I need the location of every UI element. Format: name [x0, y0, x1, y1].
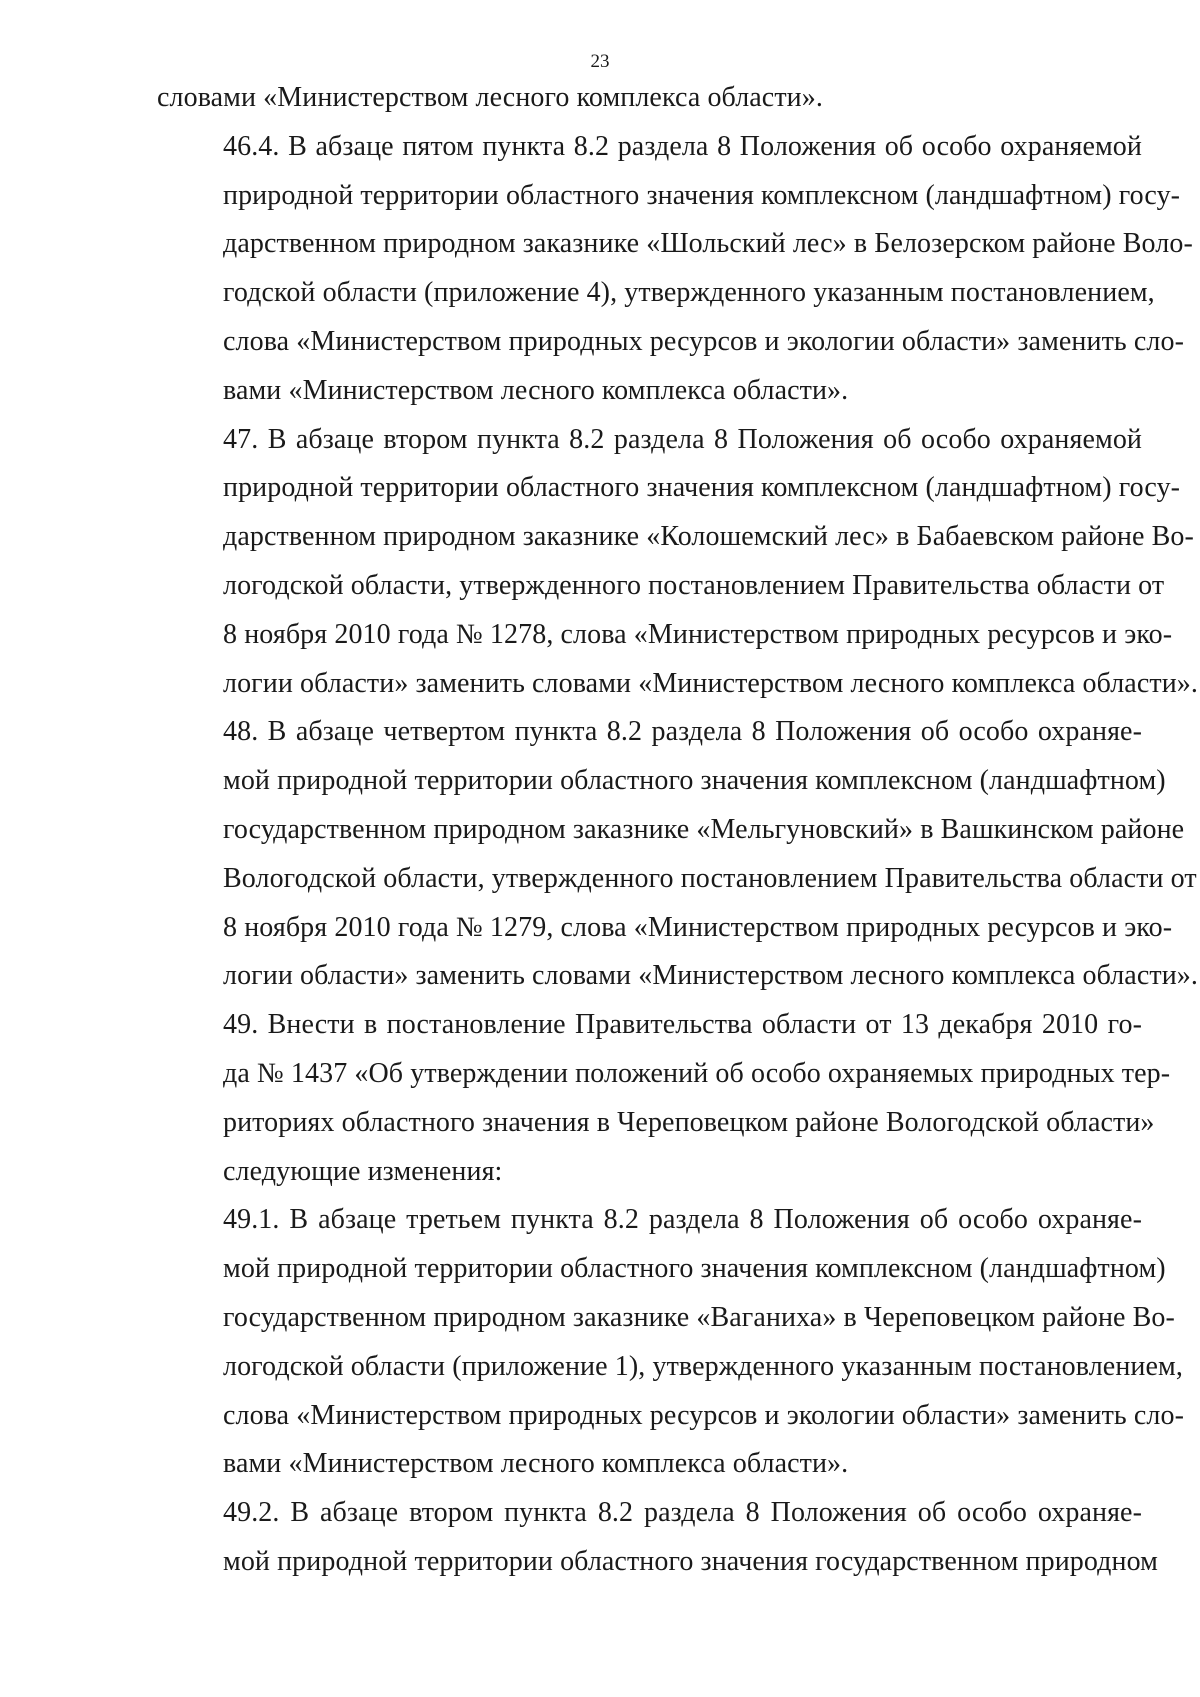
paragraph [157, 1001, 1171, 1196]
paragraph [157, 1196, 1185, 1489]
text-line: слова «Министерством природных ресурсов и экологии области» заменить сло- [223, 1399, 1185, 1431]
text-line: 48. В абзаце четвертом пункта 8.2 раздела 8 Положения об особо охраняе- [223, 716, 1142, 748]
text-line: мой природной территории областного значения комплексном (ландшафтном) [223, 1253, 1166, 1285]
text-line: 47. В абзаце втором пункта 8.2 раздела 8 Положения об особо охраняемой [223, 423, 1142, 455]
paragraph [157, 416, 1198, 709]
text-line: природной территории областного значения комплексном (ландшафтном) госу- [223, 472, 1181, 504]
text-line: логодской области (приложение 1), утвержденного указанным постановлением, [223, 1350, 1183, 1382]
text-line: природной территории областного значения комплексном (ландшафтном) госу- [223, 179, 1181, 211]
text-line: годской области (приложение 4), утвержденного указанным постановлением, [223, 277, 1155, 309]
text-line: дарственном природном заказнике «Шольский лес» в Белозерском районе Воло- [223, 228, 1193, 260]
paragraph [157, 708, 1198, 1001]
text-line: вами «Министерством лесного комплекса области». [223, 1448, 849, 1480]
text-line: 46.4. В абзаце пятом пункта 8.2 раздела 8 Положения об особо охраняемой [223, 130, 1142, 162]
text-line: риториях областного значения в Череповецком районе Вологодской области» [223, 1106, 1155, 1138]
text-line: мой природной территории областного значения государственном природном [223, 1545, 1158, 1577]
text-line: да № 1437 «Об утверждении положений об особо охраняемых природных тер- [223, 1057, 1171, 1089]
text-line: 49. Внести в постановление Правительства области от 13 декабря 2010 го- [223, 1009, 1142, 1041]
text-line: Вологодской области, утвержденного постановлением Правительства области от [223, 862, 1197, 894]
text-line: словами «Министерством лесного комплекса области». [157, 82, 823, 113]
text-line: 8 ноября 2010 года № 1279, слова «Министерством природных ресурсов и эко- [223, 911, 1173, 943]
text-line: логодской области, утвержденного постановлением Правительства области от [223, 569, 1165, 601]
text-line: слова «Министерством природных ресурсов и экологии области» заменить сло- [223, 325, 1185, 357]
paragraph [157, 1489, 1158, 1587]
text-line: государственном природном заказнике «Ваганиха» в Череповецком районе Во- [223, 1301, 1175, 1333]
text-line: 49.2. В абзаце втором пункта 8.2 раздела 8 Положения об особо охраняе- [223, 1497, 1142, 1529]
paragraph [157, 74, 1142, 123]
text-line: следующие изменения: [223, 1155, 503, 1187]
text-line: логии области» заменить словами «Министерством лесного комплекса области». [223, 960, 1198, 992]
text-line: логии области» заменить словами «Министерством лесного комплекса области». [223, 667, 1198, 699]
text-line: 49.1. В абзаце третьем пункта 8.2 раздела 8 Положения об особо охраняе- [223, 1204, 1142, 1236]
text-line: 8 ноября 2010 года № 1278, слова «Министерством природных ресурсов и эко- [223, 618, 1173, 650]
document-body [157, 74, 1198, 1587]
text-line: вами «Министерством лесного комплекса области». [223, 374, 849, 406]
text-line: дарственном природном заказнике «Колошемский лес» в Бабаевском районе Во- [223, 521, 1194, 553]
paragraph [157, 123, 1193, 416]
text-line: государственном природном заказнике «Мельгуновский» в Вашкинском районе [223, 813, 1185, 845]
page-number: 23 [590, 51, 610, 72]
text-line: мой природной территории областного значения комплексном (ландшафтном) [223, 765, 1166, 797]
